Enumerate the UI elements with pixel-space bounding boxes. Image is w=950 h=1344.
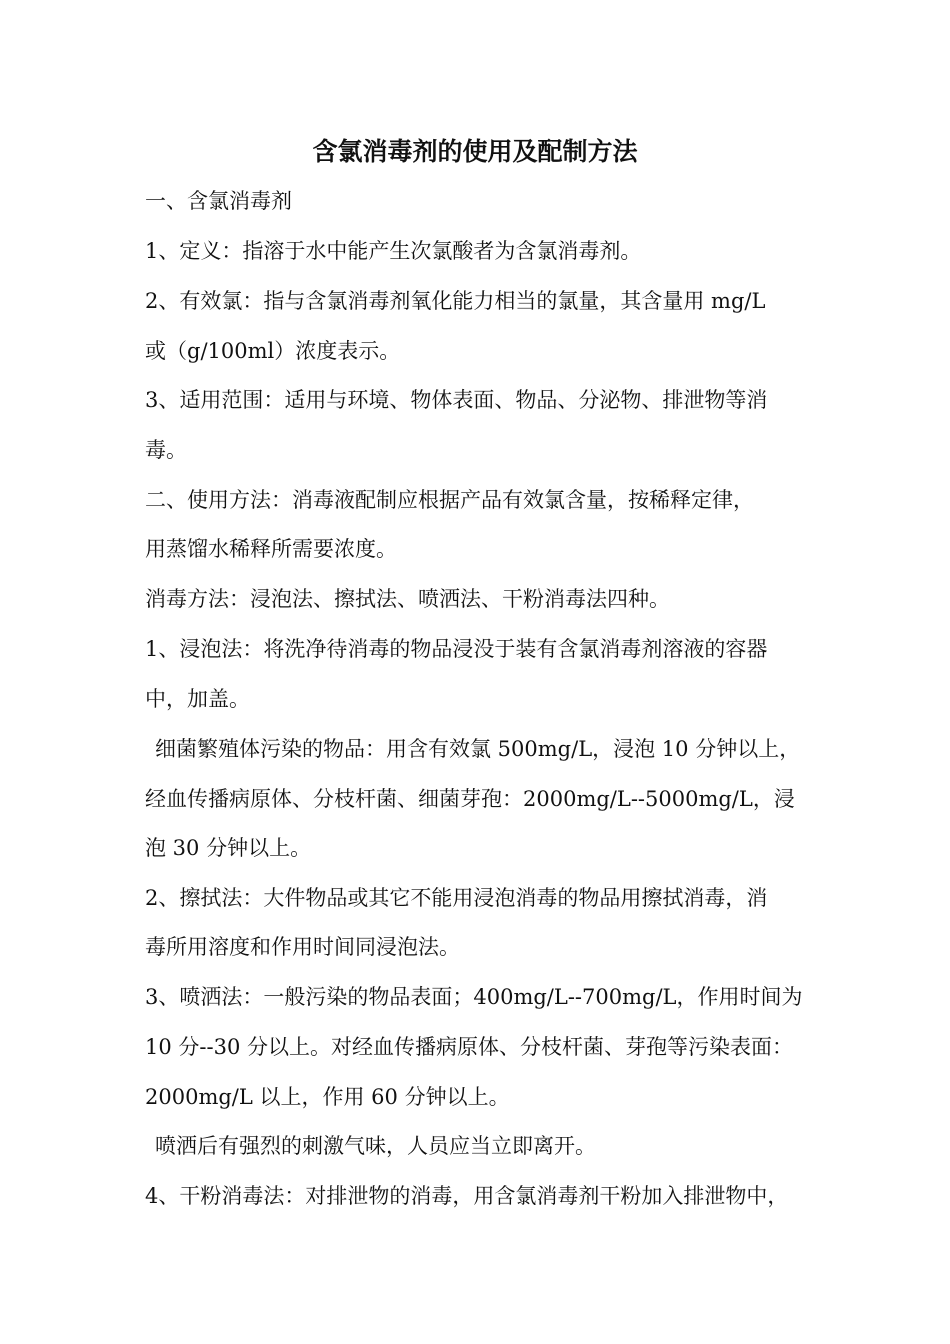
paragraph-line: 毒所用溶度和作用时间同浸泡法。 (145, 935, 460, 959)
paragraph-line: 3、适用范围：适用与环境、物体表面、物品、分泌物、排泄物等消 (145, 388, 768, 412)
paragraph-line: 2000mg/L 以上，作用 60 分钟以上。 (145, 1085, 510, 1109)
section-heading: 二、使用方法：消毒液配制应根据产品有效氯含量，按稀释定律， (145, 488, 754, 512)
paragraph-line: 10 分--30 分以上。对经血传播病原体、分枝杆菌、芽孢等污染表面： (145, 1035, 793, 1059)
paragraph-line: 或（g/100ml）浓度表示。 (145, 339, 401, 363)
paragraph-line: 1、定义：指溶于水中能产生次氯酸者为含氯消毒剂。 (145, 239, 642, 263)
paragraph-line: 细菌繁殖体污染的物品：用含有效氯 500mg/L，浸泡 10 分钟以上， (155, 737, 801, 761)
paragraph-line: 2、有效氯：指与含氯消毒剂氧化能力相当的氯量，其含量用 mg/L (145, 289, 766, 313)
paragraph-line: 用蒸馏水稀释所需要浓度。 (145, 537, 397, 561)
paragraph-line: 2、擦拭法：大件物品或其它不能用浸泡消毒的物品用擦拭消毒，消 (145, 886, 768, 910)
paragraph-line: 毒。 (145, 438, 187, 462)
paragraph-line: 泡 30 分钟以上。 (145, 836, 312, 860)
document-title: 含氯消毒剂的使用及配制方法 (312, 137, 638, 166)
paragraph-line: 消毒方法：浸泡法、擦拭法、喷洒法、干粉消毒法四种。 (145, 587, 670, 611)
paragraph-line: 1、浸泡法：将洗净待消毒的物品浸没于装有含氯消毒剂溶液的容器 (145, 637, 768, 661)
paragraph-line: 中，加盖。 (145, 687, 250, 711)
paragraph-line: 喷洒后有强烈的刺激气味，人员应当立即离开。 (155, 1134, 596, 1158)
paragraph-line: 3、喷洒法：一般污染的物品表面；400mg/L--700mg/L，作用时间为 (145, 985, 803, 1009)
section-heading: 一、含氯消毒剂 (145, 189, 292, 213)
paragraph-line: 经血传播病原体、分枝杆菌、细菌芽孢：2000mg/L--5000mg/L，浸 (145, 787, 795, 811)
paragraph-line: 4、干粉消毒法：对排泄物的消毒，用含氯消毒剂干粉加入排泄物中， (145, 1184, 789, 1208)
